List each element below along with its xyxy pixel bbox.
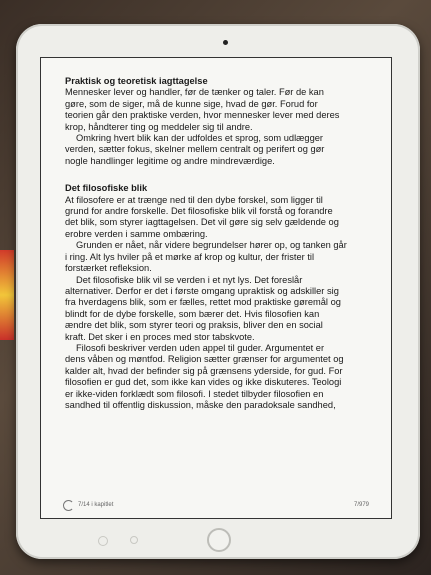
text-line: Omkring hvert blik kan der udfoldes et sprog, som udlægger — [76, 133, 324, 144]
page-number: 7/979 — [353, 502, 369, 508]
text-line: sandhed til offentlig diskussion, måske den paradoksale sandhed, — [65, 399, 336, 410]
text-line: dens våben og møntfod. Religion sætter grænser for argumentet og — [65, 354, 344, 365]
text-line: ændre det blik, som styrer teori og praksis, bliver den en social — [65, 320, 323, 331]
text-line: erobre verden i samme ombæring. — [65, 228, 208, 239]
text-line: Mennesker lever og handler, før de tænker og taler. Før de kan — [65, 87, 324, 98]
text-line: fra hverdagens blik, som er fælles, rettet mod praktiske gøremål og — [65, 297, 341, 308]
text-line: Grunden er nået, når videre begrundelser hører op, og tanken går — [76, 240, 347, 251]
reader-screen[interactable] — [40, 57, 392, 519]
text-line: i ring. Alt lys hviler på et mørke af krop og kultur, der frister til — [65, 251, 315, 262]
section-heading: Praktisk og teoretisk iagttagelse — [65, 76, 208, 86]
text-line: forstærket refleksion. — [65, 263, 152, 274]
section-heading: Det filosofiske blik — [65, 183, 148, 194]
home-button[interactable] — [207, 528, 231, 552]
text-line: grund for andre forskelle. Det filosofiske blik vil forstå og forandre — [65, 206, 333, 217]
paragraph — [65, 133, 373, 167]
paragraph — [65, 195, 373, 241]
paragraph — [65, 87, 373, 133]
text-line: er ikke-viden forklædt som filosofi. I stedet tilbyder filosofien en — [65, 388, 324, 399]
camera-dot — [223, 40, 228, 45]
text-line: nogle handlinger legitime og andre mindreværdige. — [65, 155, 275, 166]
progress-ring-icon[interactable] — [63, 500, 74, 511]
text-line: krop, håndterer ting og meddeler sig til andre. — [65, 121, 253, 132]
background-object — [0, 250, 14, 340]
text-line: det blik, som styrer iagttagelsen. Det vil gøre sig selv gældende og — [65, 217, 339, 228]
text-line: kraft. Det sker i en proces med stor tabskvote. — [65, 331, 255, 342]
reader-footer — [63, 500, 369, 512]
text-line: Filosofi beskriver verden uden appel til guder. Argumentet er — [76, 342, 325, 353]
paragraph — [65, 343, 373, 411]
reader-content — [65, 76, 373, 411]
paragraph — [65, 275, 373, 343]
chapter-progress: 7/14 i kapitlet — [78, 502, 114, 508]
text-line: blindt for de dybe forskelle, som bærer det. Hvis filosofien kan — [65, 308, 320, 319]
text-line: gøre, som de siger, må de kunne sige, hvad de gør. Forud for — [65, 98, 318, 109]
text-line: verden, sætter fokus, skelner mellem centralt og perifert og gør — [65, 144, 325, 155]
text-line: At filosofere er at trænge ned til den dybe forskel, som ligger til — [65, 194, 323, 205]
text-line: teorien går den praktiske verden, hvor mennesker lever med deres — [65, 110, 340, 121]
text-line: Det filosofiske blik vil se verden i et nyt lys. Det foreslår — [76, 274, 303, 285]
text-line: filosofien er gud det, som ikke kan vides og ikke diskuteres. Teologi — [65, 377, 342, 388]
text-line: kalder alt, hvad der befinder sig på grænsens yderside, for gud. For — [65, 365, 343, 376]
text-line: alternativer. Derfor er det i første omgang upraktisk og adskiller sig — [65, 285, 339, 296]
bezel-sensor-icon — [130, 536, 138, 544]
paragraph — [65, 240, 373, 274]
bezel-logo-icon — [98, 536, 108, 546]
